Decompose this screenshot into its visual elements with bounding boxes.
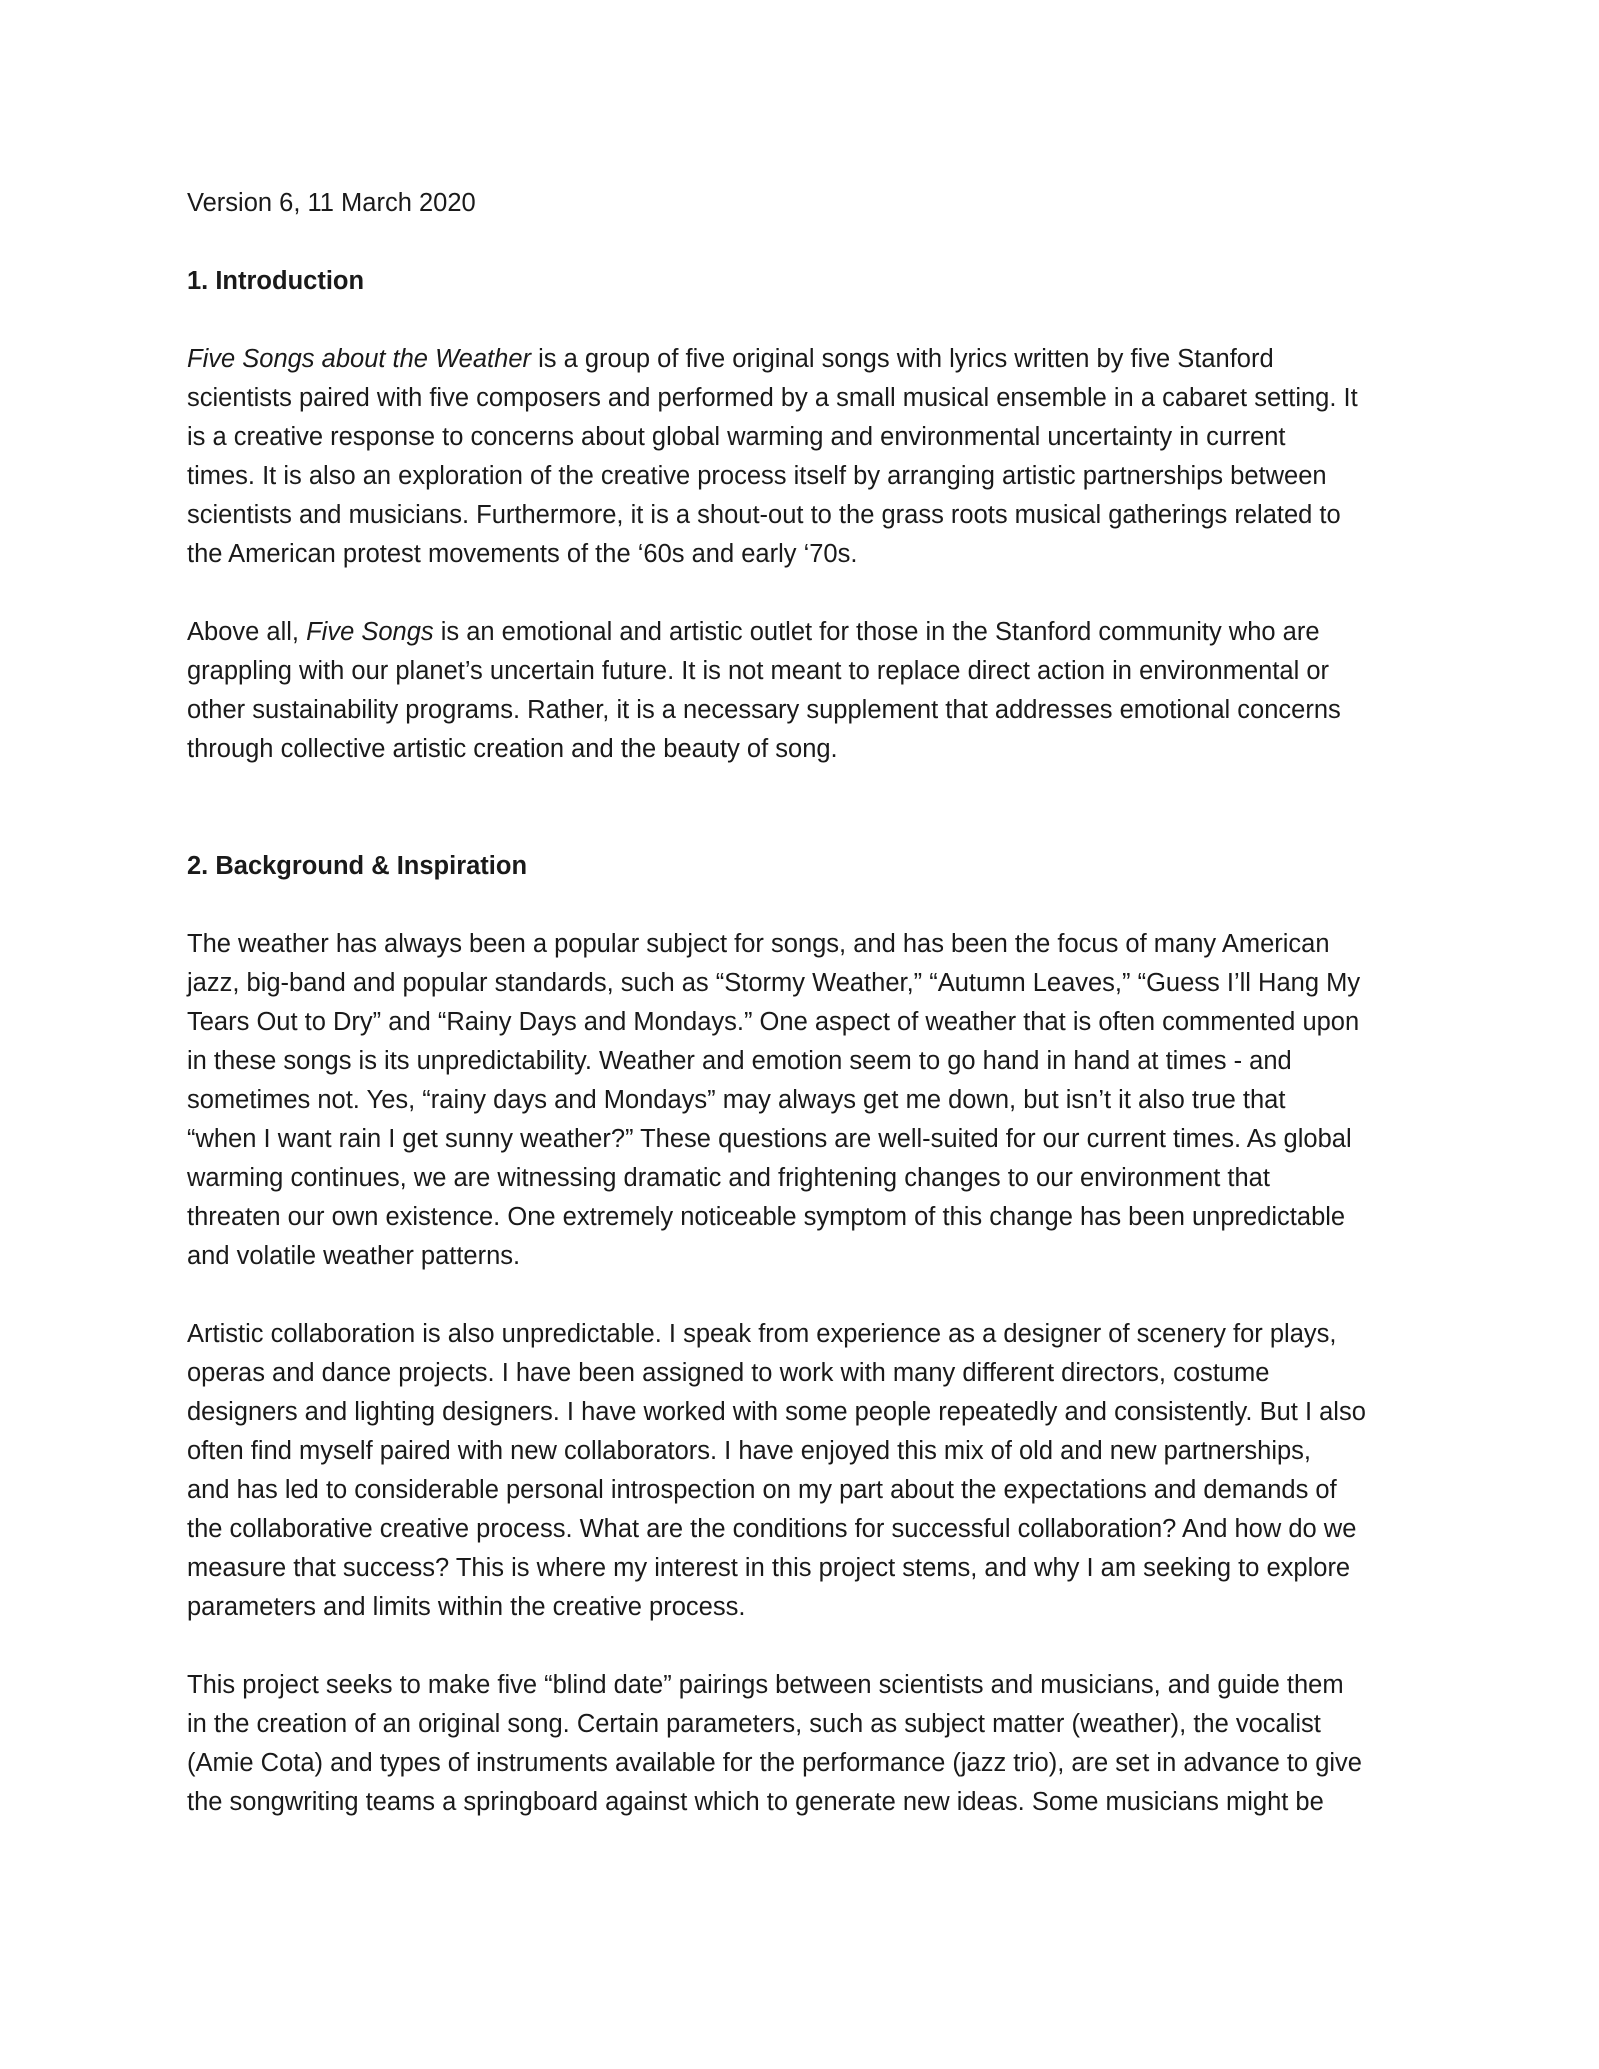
paragraph-line: sometimes not. Yes, “rainy days and Mondays” may always get me down, but isn’t it also true that (187, 1086, 1286, 1114)
paragraph (187, 1666, 1417, 1822)
paragraph-line (187, 613, 1417, 652)
line-text: is a group of five original songs with lyrics written by five Stanford (531, 345, 1274, 373)
paragraph-line: the songwriting teams a springboard against which to generate new ideas. Some musicians might be (187, 1788, 1324, 1816)
paragraph-line: the collaborative creative process. What are the conditions for successful collaboration? And how do we (187, 1515, 1357, 1543)
paragraph-line: operas and dance projects. I have been assigned to work with many different directors, costume (187, 1359, 1270, 1387)
paragraph-line: measure that success? This is where my interest in this project stems, and why I am seeking to explore (187, 1554, 1351, 1582)
paragraph-line: scientists paired with five composers and performed by a small musical ensemble in a cabaret setting. It (187, 384, 1358, 412)
paragraph-line: warming continues, we are witnessing dramatic and frightening changes to our environment that (187, 1164, 1270, 1192)
line-text-before: Above all, (187, 618, 307, 646)
paragraph-line: in these songs is its unpredictability. Weather and emotion seem to go hand in hand at times - and (187, 1047, 1292, 1075)
paragraph-line: designers and lighting designers. I have worked with some people repeatedly and consistently. But I also (187, 1398, 1366, 1426)
paragraph-line: the American protest movements of the ‘60s and early ‘70s. (187, 540, 858, 568)
paragraph-line: parameters and limits within the creative process. (187, 1593, 746, 1621)
paragraph-line: other sustainability programs. Rather, it is a necessary supplement that addresses emotional concerns (187, 696, 1341, 724)
paragraph-line: This project seeks to make five “blind date” pairings between scientists and musicians, and guide them (187, 1671, 1344, 1699)
paragraph-line: is a creative response to concerns about global warming and environmental uncertainty in current (187, 423, 1286, 451)
paragraph-line: often find myself paired with new collaborators. I have enjoyed this mix of old and new partnerships, (187, 1437, 1312, 1465)
paragraph-line: Artistic collaboration is also unpredictable. I speak from experience as a designer of scenery for plays, (187, 1320, 1337, 1348)
paragraph-line: Tears Out to Dry” and “Rainy Days and Mondays.” One aspect of weather that is often commented upon (187, 1008, 1360, 1036)
paragraph (187, 925, 1417, 1276)
paragraph (187, 613, 1417, 769)
section-heading-introduction: 1. Introduction (187, 267, 365, 295)
paragraph-line (187, 340, 1417, 379)
paragraph-line: times. It is also an exploration of the creative process itself by arranging artistic partnerships between (187, 462, 1327, 490)
paragraph-line: in the creation of an original song. Certain parameters, such as subject matter (weather), the vocalist (187, 1710, 1321, 1738)
paragraph-line: through collective artistic creation and the beauty of song. (187, 735, 838, 763)
italic-title: Five Songs about the Weather (187, 345, 531, 373)
section-heading-background: 2. Background & Inspiration (187, 852, 528, 880)
paragraph-line: scientists and musicians. Furthermore, it is a shout-out to the grass roots musical gatherings related to (187, 501, 1341, 529)
italic-title: Five Songs (306, 618, 434, 646)
paragraph (187, 340, 1417, 574)
paragraph-line: grappling with our planet’s uncertain future. It is not meant to replace direct action in environmental or (187, 657, 1329, 685)
paragraph-line: jazz, big-band and popular standards, such as “Stormy Weather,” “Autumn Leaves,” “Guess I’ll Hang My (187, 969, 1361, 997)
paragraph-line: and has led to considerable personal introspection on my part about the expectations and demands of (187, 1476, 1337, 1504)
version-line: Version 6, 11 March 2020 (187, 189, 476, 217)
paragraph-line: “when I want rain I get sunny weather?” These questions are well-suited for our current times. As global (187, 1125, 1352, 1153)
paragraph-line: (Amie Cota) and types of instruments available for the performance (jazz trio), are set in advance to give (187, 1749, 1362, 1777)
paragraph-line: threaten our own existence. One extremely noticeable symptom of this change has been unpredictable (187, 1203, 1346, 1231)
paragraph-line: The weather has always been a popular subject for songs, and has been the focus of many American (187, 930, 1330, 958)
section-spacer (187, 808, 1417, 847)
paragraph-line: and volatile weather patterns. (187, 1242, 521, 1270)
document-body (187, 184, 1417, 1861)
line-text: is an emotional and artistic outlet for those in the Stanford community who are (433, 618, 1320, 646)
paragraph (187, 1315, 1417, 1627)
